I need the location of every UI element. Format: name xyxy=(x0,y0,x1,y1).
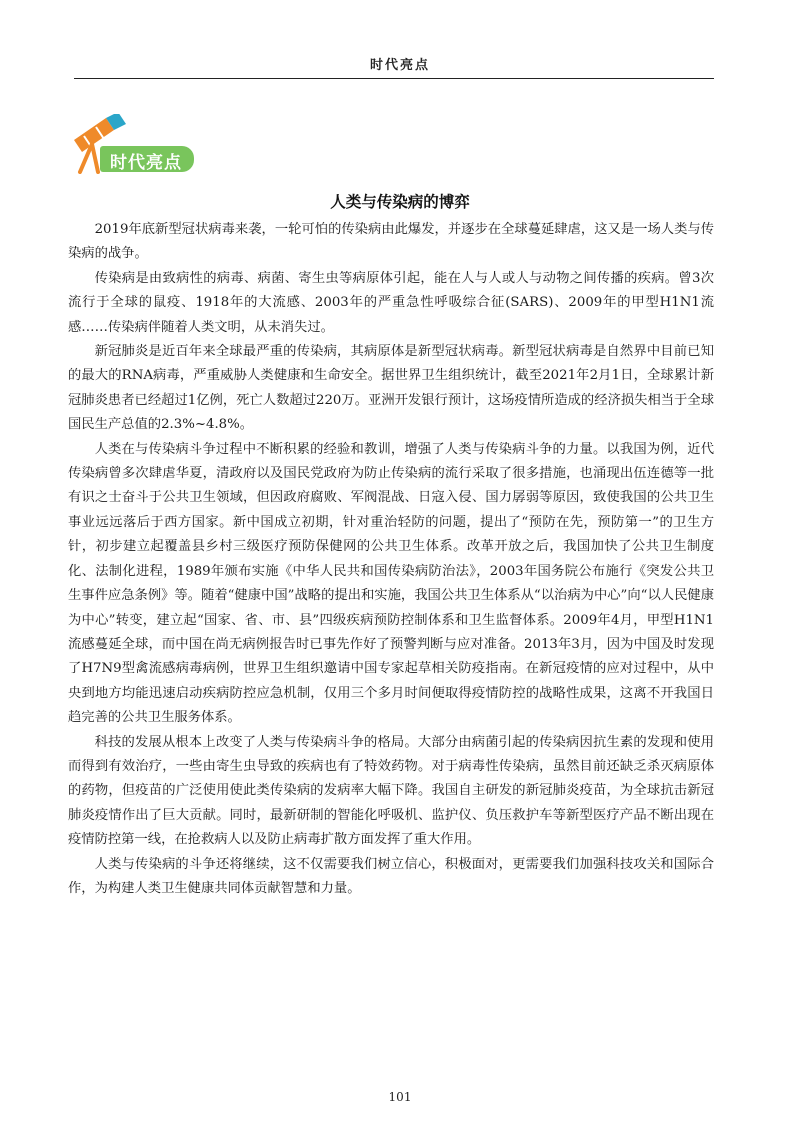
header-divider xyxy=(74,78,714,79)
paragraph: 科技的发展从根本上改变了人类与传染病斗争的格局。大部分由病菌引起的传染病因抗生素的发现和使用而得到有效治疗，一些由寄生虫导致的疾病也有了特效药物。对于病毒性传染病，虽然目前还缺乏杀灭病原体的药物，但疫苗的广泛使用使此类传染病的发病率大幅下降。我国自主研发的新冠肺炎疫苗，为全球抗击新冠肺炎疫情作出了巨大贡献。同时，最新研制的智能化呼吸机、监护仪、负压救护车等新型医疗产品不断出现在疫情防控第一线，在抢救病人以及防止病毒扩散方面发挥了重大作用。 xyxy=(68,734,714,848)
article-title: 人类与传染病的博弈 xyxy=(330,193,470,211)
running-header: 时代亮点 xyxy=(369,58,430,73)
page-number: 101 xyxy=(388,1090,412,1104)
paragraph: 2019年底新型冠状病毒来袭，一轮可怕的传染病由此爆发，并逐步在全球蔓延肆虐，这又是一场人类与传染病的战争。 xyxy=(68,222,714,262)
paragraph: 人类在与传染病斗争过程中不断积累的经验和教训，增强了人类与传染病斗争的力量。以我国为例，近代传染病曾多次肆虐华夏，清政府以及国民党政府为防止传染病的流行采取了很多措施，也涌现出伍连德等一批有识之士奋斗于公共卫生领域，但因政府腐败、军阀混战、日寇入侵、国力孱弱等原因，致使我国的公共卫生事业远远落后于西方国家。新中国成立初期，针对重治轻防的问题，提出了“预防在先，预防第一”的卫生方针，初步建立起覆盖县乡村三级医疗预防保健网的公共卫生体系。改革开放之后，我国加快了公共卫生制度化、法制化进程，1989年颁布实施《中华人民共和国传染病防治法》，2003年国务院公布施行《突发公共卫生事件应急条例》等。随着“健康中国”战略的提出和实施，我国公共卫生体系从“以治病为中心”向“以人民健康为中心”转变，建立起“国家、省、市、县”四级疾病预防控制体系和卫生监督体系。2009年4月，甲型H1N1流感蔓延全球，而中国在尚无病例报告时已事先作好了预警判断与应对准备。2013年3月，因为中国及时发现了H7N9型禽流感病毒病例，世界卫生组织邀请中国专家起草相关防疫指南。在新冠疫情的应对过程中，从中央到地方均能迅速启动疾病防控应急机制，仅用三个多月时间便取得疫情防控的战略性成果，这离不开我国日趋完善的公共卫生服务体系。 xyxy=(68,441,714,726)
banner-label: 时代亮点 xyxy=(110,153,182,173)
paragraph: 传染病是由致病性的病毒、病菌、寄生虫等病原体引起，能在人与人或人与动物之间传播的疾病。曾3次流行于全球的鼠疫、1918年的大流感、2003年的严重急性呼吸综合征(SARS)、2009年的甲型H1N1流感……传染病伴随着人类文明，从未消失过。 xyxy=(68,270,714,335)
paragraph: 新冠肺炎是近百年来全球最严重的传染病，其病原体是新型冠状病毒。新型冠状病毒是自然界中目前已知的最大的RNA病毒，严重威胁人类健康和生命安全。据世界卫生组织统计，截至2021年2月1日，全球累计新冠肺炎患者已经超过1亿例，死亡人数超过220万。亚洲开发银行预计，这场疫情所造成的经济损失相当于全球国民生产总值的2.3%~4.8%。 xyxy=(68,344,714,433)
section-banner xyxy=(70,114,200,174)
article-body xyxy=(68,218,714,901)
paragraph: 人类与传染病的斗争还将继续，这不仅需要我们树立信心，积极面对，更需要我们加强科技攻关和国际合作，为构建人类卫生健康共同体贡献智慧和力量。 xyxy=(68,856,714,896)
